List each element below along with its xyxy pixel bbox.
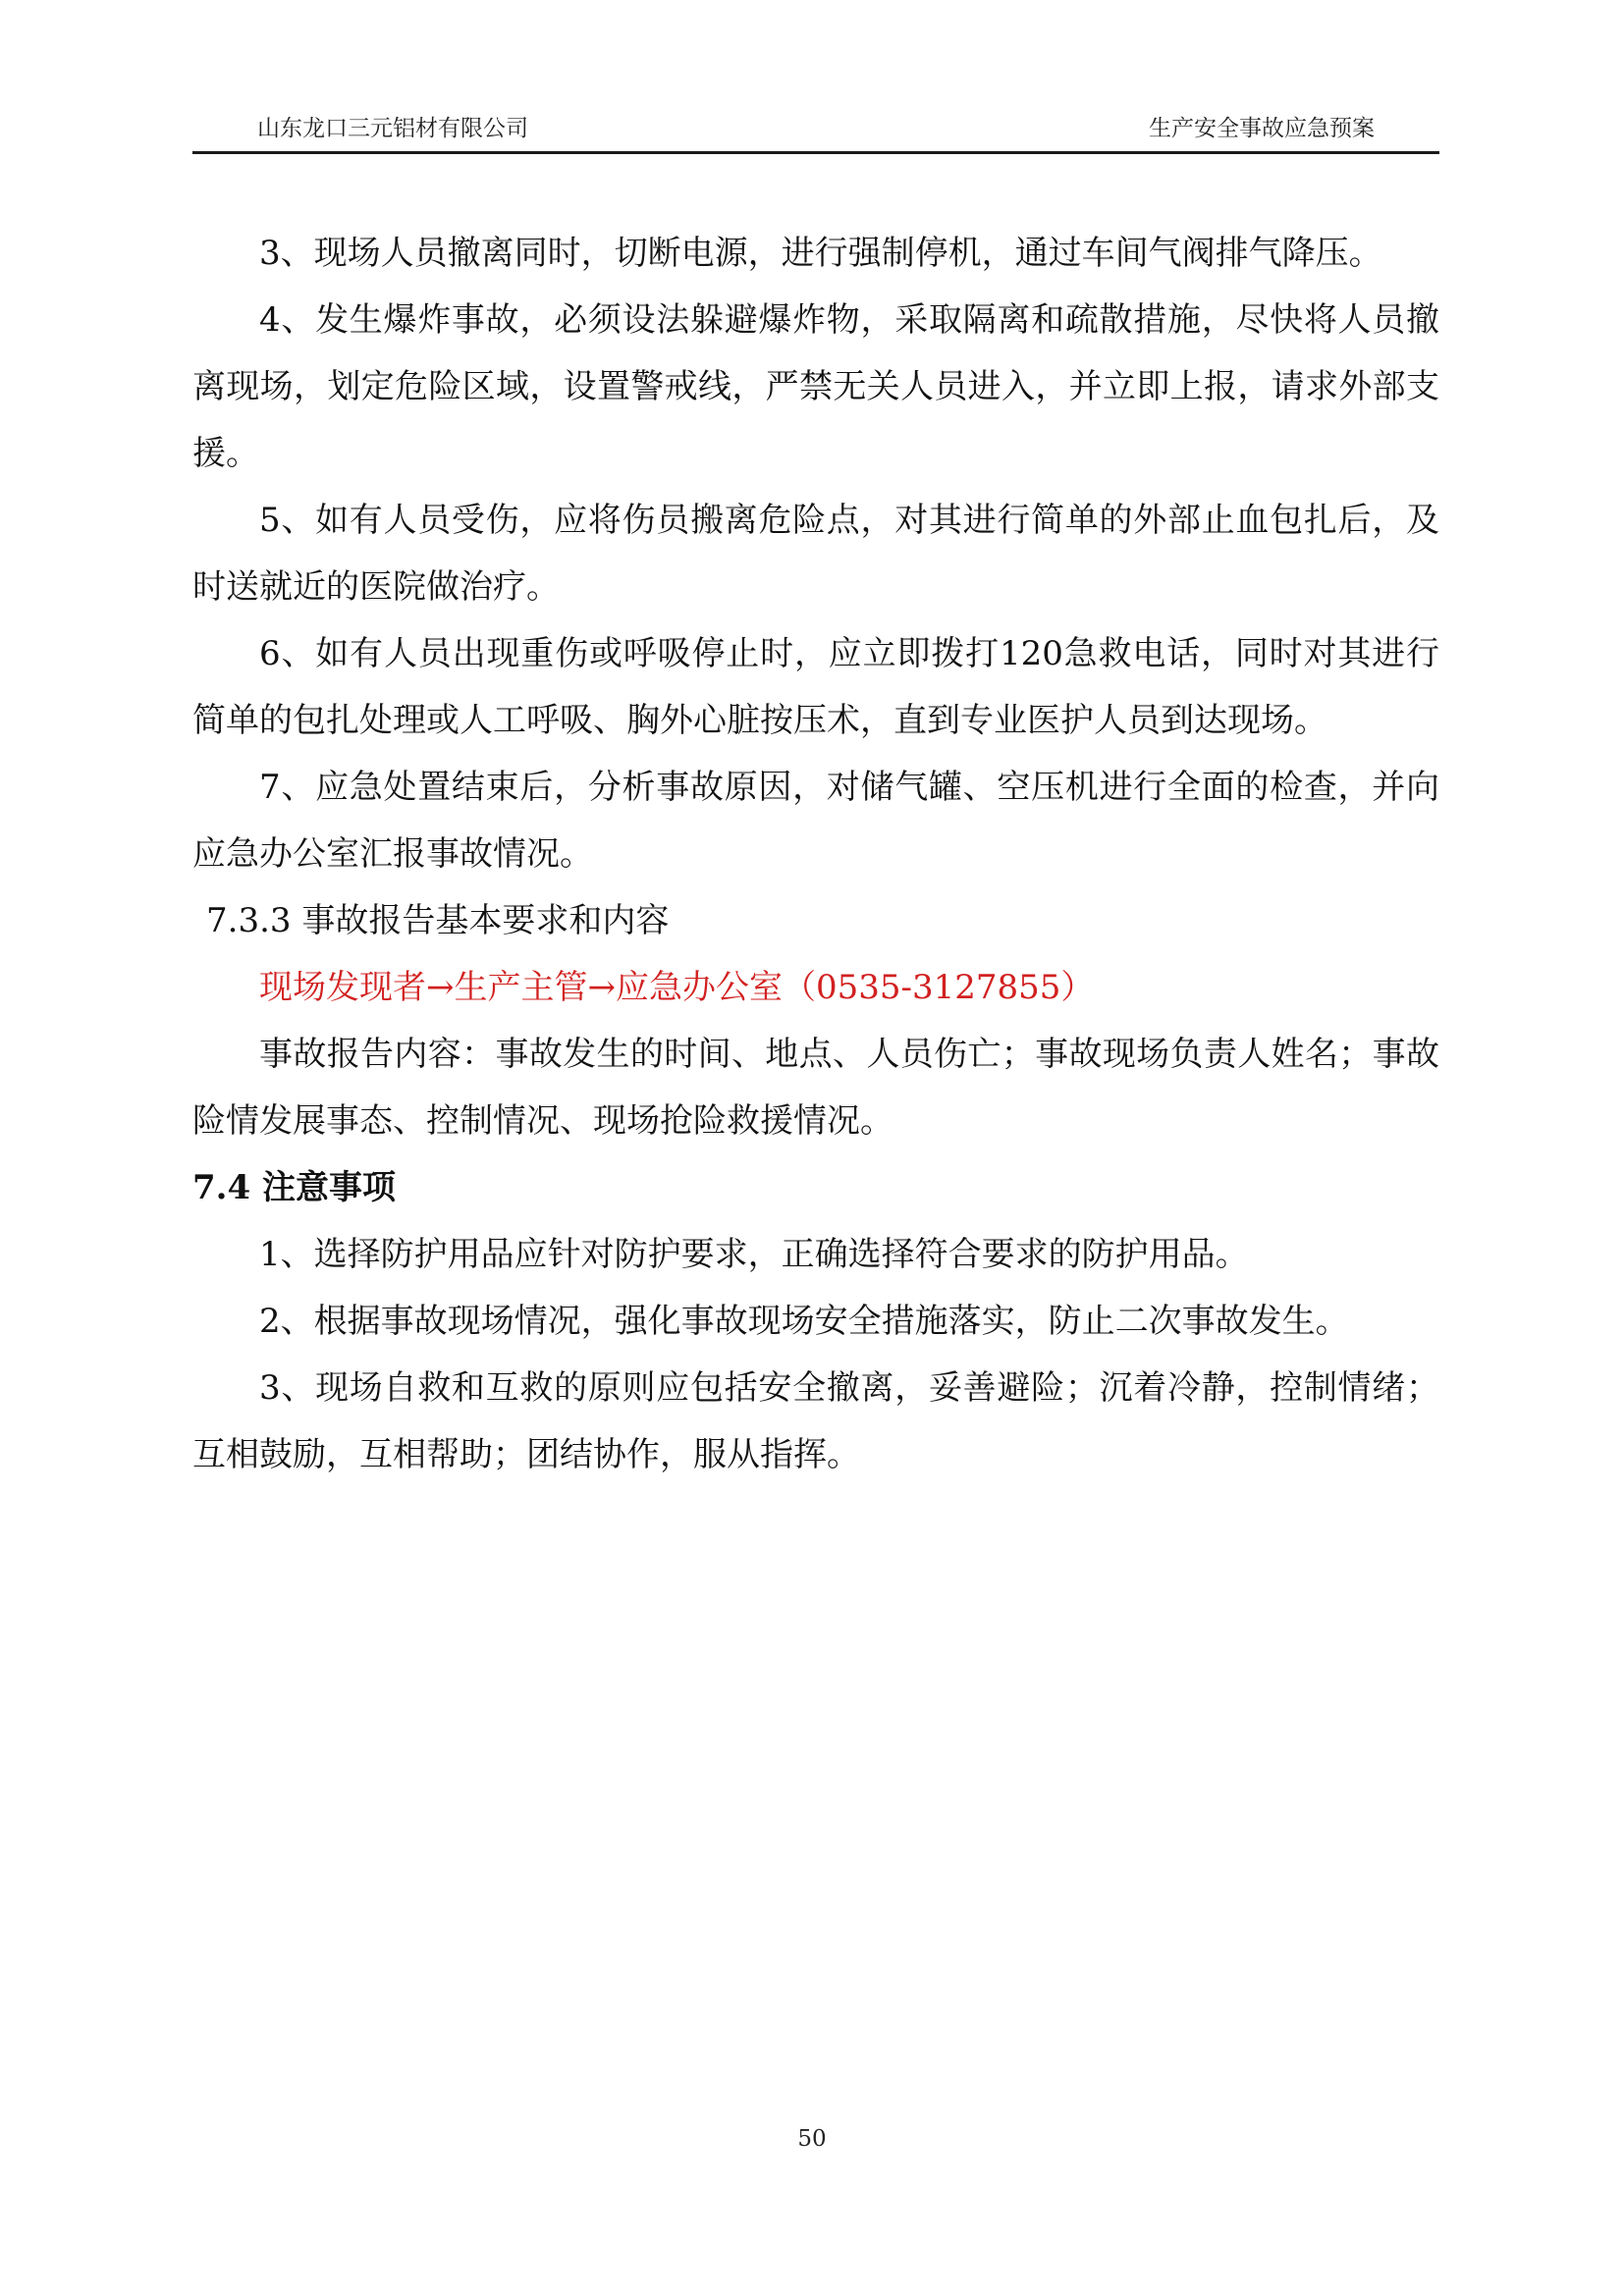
paragraph-step-7: 7、应急处置结束后，分析事故原因，对储气罐、空压机进行全面的检查，并向应急办公室汇报事故情况。 — [192, 768, 1439, 874]
document-body — [192, 220, 1439, 1488]
note-item-3: 3、现场自救和互救的原则应包括安全撤离，妥善避险；沉着冷静，控制情绪；互相鼓励，互相帮助；团结协作，服从指挥。 — [192, 1368, 1439, 1474]
note-item-2: 2、根据事故现场情况，强化事故现场安全措施落实，防止二次事故发生。 — [259, 1302, 1349, 1341]
report-content: 事故报告内容：事故发生的时间、地点、人员伤亡；事故现场负责人姓名；事故险情发展事态、控制情况、现场抢险救援情况。 — [192, 1035, 1439, 1141]
page-number: 50 — [797, 2126, 827, 2152]
subheading-7-3-3: 7.3.3 事故报告基本要求和内容 — [206, 901, 670, 940]
section-heading-7-4: 7.4 注意事项 — [192, 1168, 396, 1207]
header-company-name: 山东龙口三元铝材有限公司 — [257, 116, 528, 141]
paragraph-step-6: 6、如有人员出现重伤或呼吸停止时，应立即拨打120急救电话，同时对其进行简单的包扎处理或人工呼吸、胸外心脏按压术，直到专业医护人员到达现场。 — [192, 634, 1439, 740]
header-document-title: 生产安全事故应急预案 — [1149, 116, 1375, 141]
report-chain: 现场发现者→生产主管→应急办公室（0535-3127855） — [259, 968, 1095, 1007]
paragraph-step-4: 4、发生爆炸事故，必须设法躲避爆炸物，采取隔离和疏散措施，尽快将人员撤离现场，划定危险区域，设置警戒线，严禁无关人员进入，并立即上报，请求外部支援。 — [192, 300, 1439, 473]
paragraph-step-5: 5、如有人员受伤，应将伤员搬离危险点，对其进行简单的外部止血包扎后，及时送就近的医院做治疗。 — [192, 501, 1439, 607]
page-header — [192, 110, 1439, 154]
paragraph-step-3: 3、现场人员撤离同时，切断电源，进行强制停机，通过车间气阀排气降压。 — [259, 234, 1382, 273]
note-item-1: 1、选择防护用品应针对防护要求，正确选择符合要求的防护用品。 — [259, 1235, 1249, 1274]
